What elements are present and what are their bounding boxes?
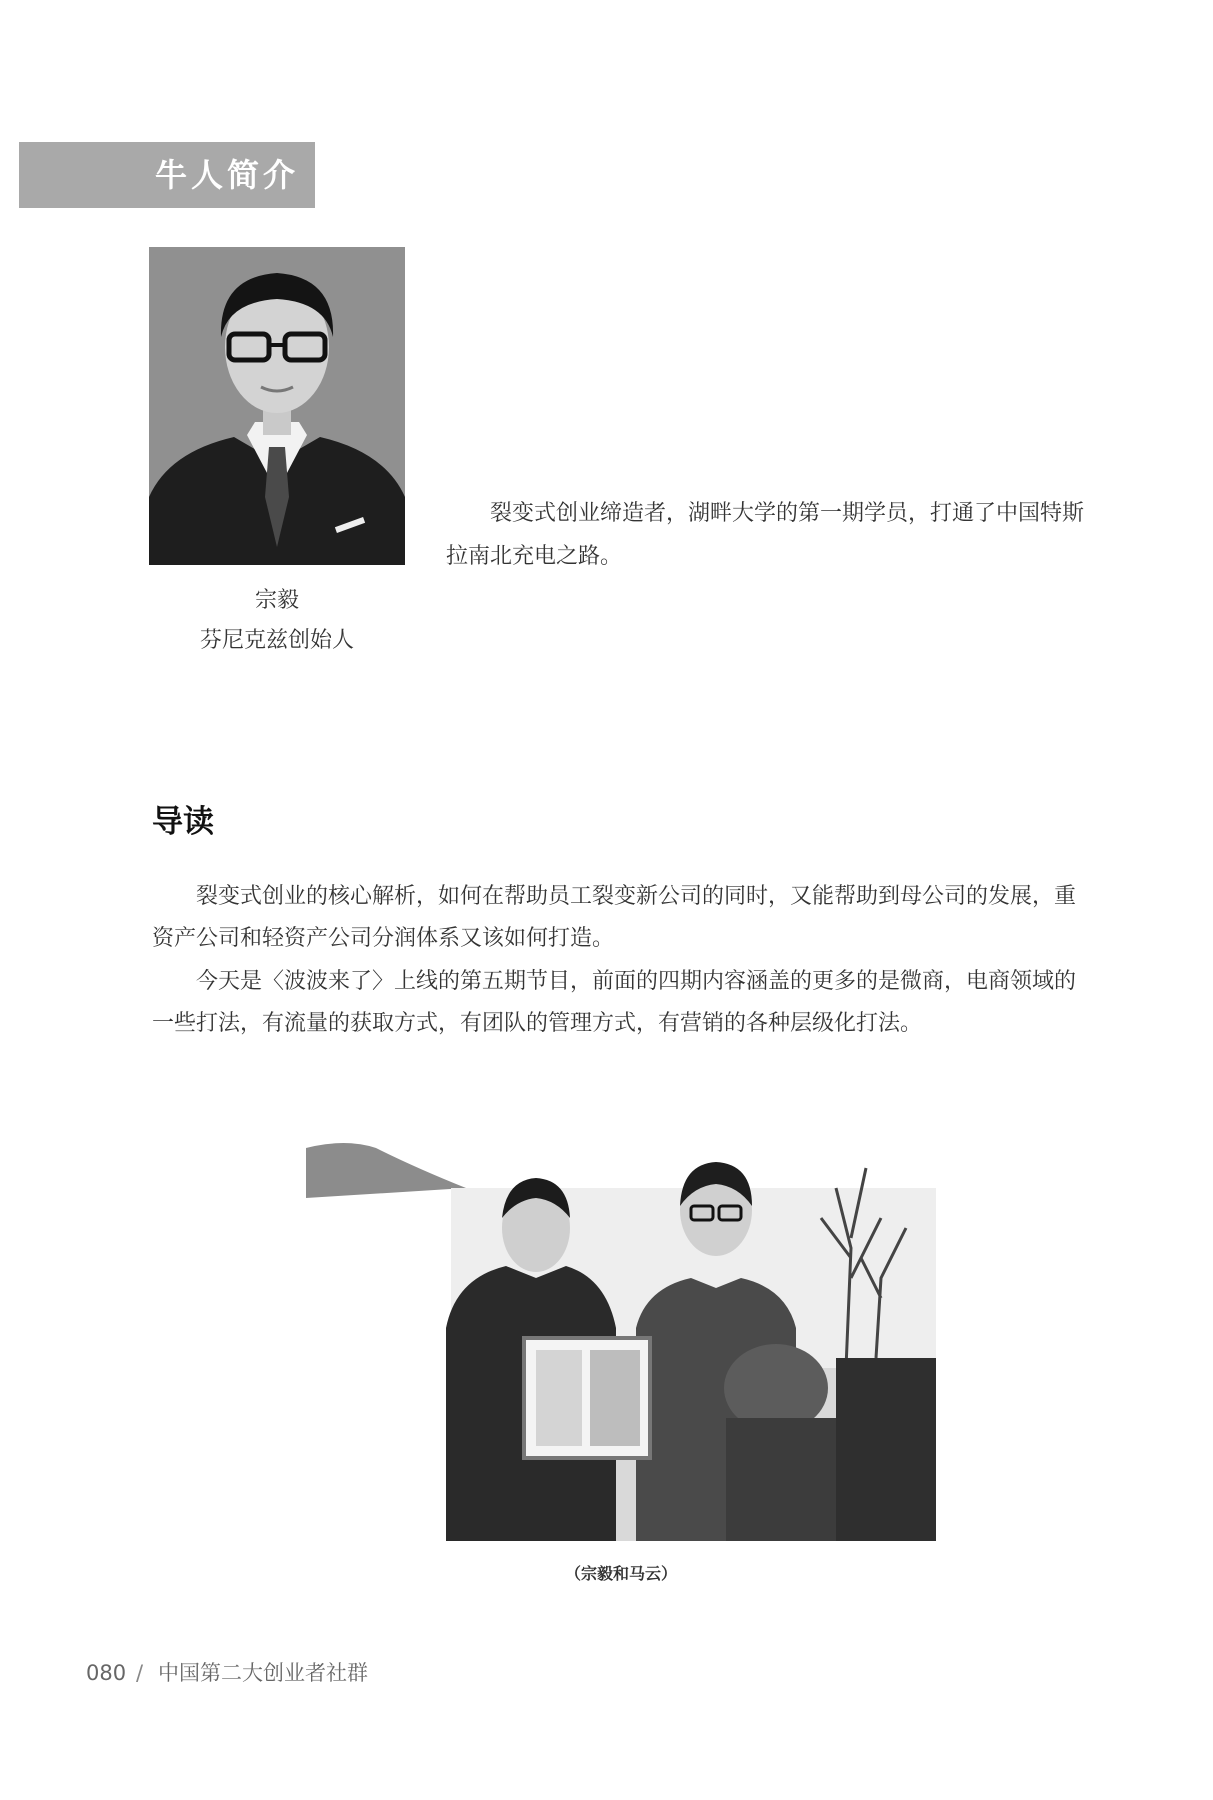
photo-caption: （宗毅和马云）	[564, 1564, 677, 1583]
section-heading: 导读	[152, 804, 214, 840]
intro-paragraph: 裂变式创业的核心解析，如何在帮助员工裂变新公司的同时，又能帮助到母公司的发展，重资产公司和轻资产公司分润体系又该如何打造。	[152, 884, 1077, 951]
portrait-photo	[149, 247, 405, 565]
footer-separator: /	[136, 1661, 144, 1685]
group-photo	[306, 1128, 936, 1541]
person-name: 宗毅	[254, 588, 299, 613]
bio-paragraph: 裂变式创业缔造者，湖畔大学的第一期学员，打通了中国特斯拉南北充电之路。	[446, 501, 1085, 569]
person-title: 芬尼克兹创始人	[199, 628, 354, 653]
intro-paragraph: 今天是〈波波来了〉上线的第五期节目，前面的四期内容涵盖的更多的是微商，电商领域的一些打法，有流量的获取方式，有团队的管理方式，有营销的各种层级化打法。	[152, 969, 1077, 1036]
page-number: 080	[86, 1661, 127, 1685]
book-title: 中国第二大创业者社群	[158, 1661, 368, 1685]
section-title: 牛人简介	[155, 156, 300, 194]
section-banner	[19, 142, 315, 208]
